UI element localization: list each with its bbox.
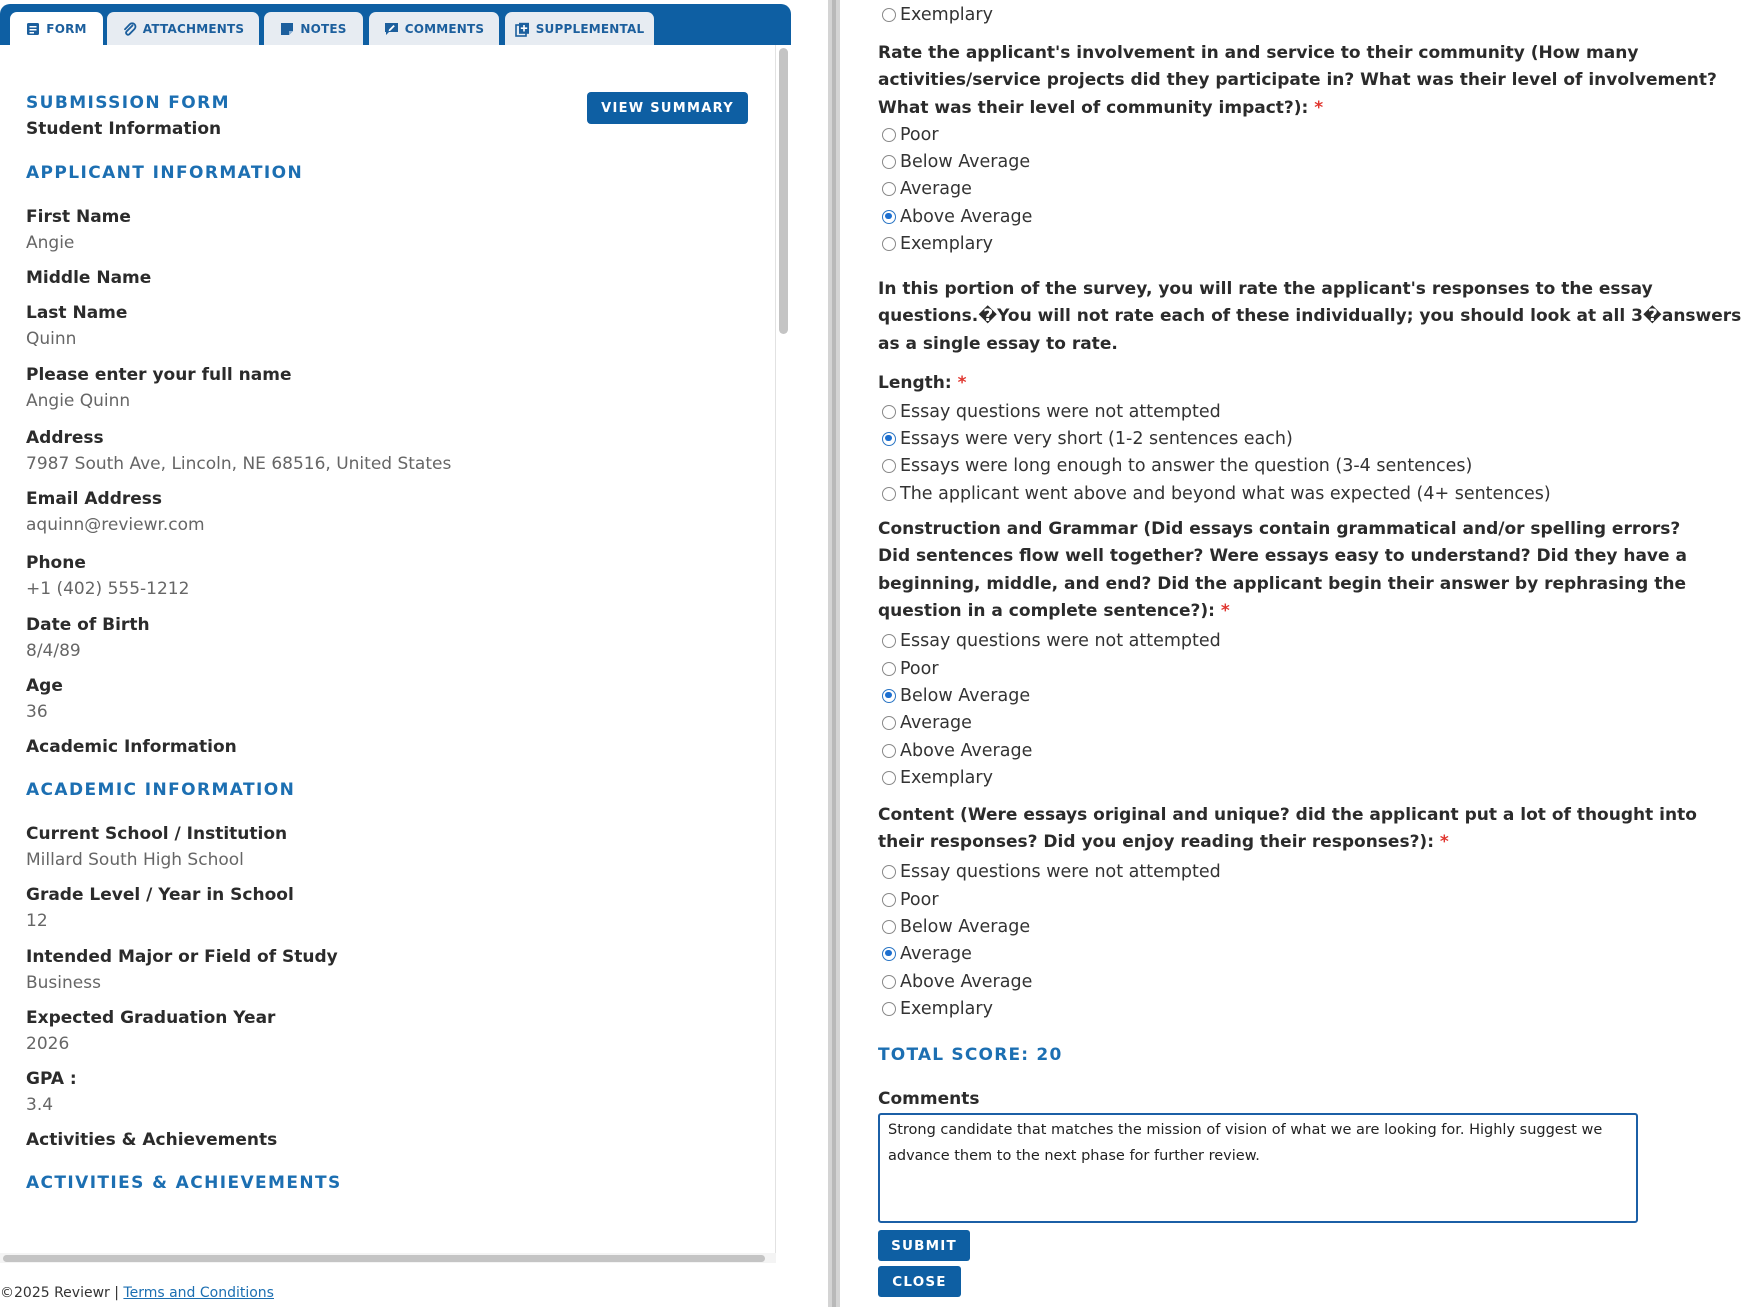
tab-label: ATTACHMENTS <box>142 22 245 36</box>
tab-form[interactable] <box>10 12 103 46</box>
radio-label: Essay questions were not attempted <box>900 861 1221 882</box>
radio-option[interactable] <box>882 913 1030 940</box>
paperclip-icon <box>122 22 137 37</box>
total-score: TOTAL SCORE: 20 <box>878 1045 1063 1065</box>
field-value-first-name: Angie <box>26 233 75 253</box>
radio-option[interactable] <box>882 886 939 913</box>
radio-option[interactable] <box>882 764 993 791</box>
field-value-current-school: Millard South High School <box>26 850 244 870</box>
horizontal-scrollbar[interactable] <box>0 1253 776 1263</box>
radio-label: Above Average <box>900 740 1033 761</box>
radio-option[interactable] <box>882 995 993 1022</box>
radio-label: Exemplary <box>900 767 993 788</box>
field-label-age: Age <box>26 676 63 696</box>
radio-label: Below Average <box>900 916 1031 937</box>
required-asterisk: * <box>1439 832 1449 853</box>
field-label-gpa: GPA : <box>26 1069 77 1089</box>
tab-comments[interactable] <box>369 12 499 46</box>
tab-bar <box>0 4 791 45</box>
academic-subheader: Academic Information <box>26 737 237 757</box>
essay-intro <box>878 276 1741 358</box>
field-label-address: Address <box>26 428 104 448</box>
tab-label: FORM <box>46 22 87 36</box>
radio-button[interactable] <box>882 716 896 730</box>
vertical-scrollbar[interactable] <box>776 45 791 1253</box>
radio-label: Above Average <box>900 206 1033 227</box>
field-label-grade-level: Grade Level / Year in School <box>26 885 294 905</box>
form-content <box>0 45 776 1253</box>
field-label-middle-name: Middle Name <box>26 268 152 288</box>
tab-label: SUPPLEMENTAL <box>535 22 645 36</box>
radio-option[interactable] <box>882 858 1221 885</box>
intro-line: In this portion of the survey, you will rate the applicant's responses to the essay <box>878 279 1653 299</box>
form-panel <box>0 0 793 1307</box>
radio-option[interactable] <box>882 480 1551 507</box>
radio-label: Exemplary <box>900 998 993 1019</box>
radio-option[interactable] <box>882 121 939 148</box>
close-button[interactable]: CLOSE <box>878 1266 961 1297</box>
radio-button[interactable] <box>882 8 896 22</box>
radio-button[interactable] <box>882 865 896 879</box>
radio-label: Average <box>900 943 972 964</box>
radio-label: Exemplary <box>900 233 993 254</box>
radio-label: Below Average <box>900 151 1031 172</box>
field-value-date-of-birth: 8/4/89 <box>26 641 81 661</box>
field-value-graduation-year: 2026 <box>26 1034 70 1054</box>
tab-notes[interactable] <box>264 12 363 46</box>
radio-label: Average <box>900 712 972 733</box>
radio-button[interactable] <box>882 744 896 758</box>
horizontal-scrollbar-thumb[interactable] <box>3 1255 765 1262</box>
radio-button[interactable] <box>882 920 896 934</box>
radio-button[interactable] <box>882 634 896 648</box>
form-title: SUBMISSION FORM <box>26 93 230 113</box>
view-summary-button[interactable]: VIEW SUMMARY <box>587 92 748 124</box>
radio-button[interactable] <box>882 1002 896 1016</box>
tab-supplemental[interactable] <box>505 12 654 46</box>
radio-label: Poor <box>900 889 939 910</box>
section-applicant-information: APPLICANT INFORMATION <box>26 163 304 183</box>
copyright-text: ©2025 Reviewr | <box>0 1285 124 1301</box>
radio-option[interactable] <box>882 398 1221 425</box>
radio-button[interactable] <box>882 155 896 169</box>
question-line: Construction and Grammar (Did essays contain grammatical and/or spelling errors? <box>878 519 1681 539</box>
radio-button[interactable] <box>882 893 896 907</box>
intro-line: questions.�You will not rate each of these individually; you should look at all 3�answers <box>878 306 1741 327</box>
radio-option[interactable] <box>882 452 1472 479</box>
review-panel <box>840 0 1741 1307</box>
radio-button-selected[interactable] <box>882 432 896 446</box>
field-value-full-name: Angie Quinn <box>26 391 131 411</box>
tab-label: NOTES <box>300 22 347 36</box>
radio-button[interactable] <box>882 182 896 196</box>
pane-divider[interactable] <box>828 0 840 1307</box>
radio-option[interactable] <box>882 230 993 257</box>
radio-option[interactable] <box>882 655 939 682</box>
radio-label: Exemplary <box>900 4 993 25</box>
footer <box>0 1285 274 1301</box>
radio-button[interactable] <box>882 405 896 419</box>
activities-subheader: Activities & Achievements <box>26 1130 278 1150</box>
comments-label: Comments <box>878 1089 980 1109</box>
tab-label: COMMENTS <box>404 22 485 36</box>
field-label-full-name: Please enter your full name <box>26 365 292 385</box>
comment-icon <box>384 22 399 37</box>
radio-button[interactable] <box>882 128 896 142</box>
radio-option[interactable] <box>882 175 972 202</box>
question-community <box>878 40 1717 122</box>
radio-option[interactable] <box>882 1 993 28</box>
field-value-intended-major: Business <box>26 973 101 993</box>
radio-label: Essays were very short (1-2 sentences each) <box>900 428 1293 449</box>
radio-button[interactable] <box>882 771 896 785</box>
question-line: beginning, middle, and end? Did the applicant begin their answer by rephrasing the <box>878 573 1687 594</box>
radio-label: Poor <box>900 124 939 145</box>
question-content <box>878 802 1697 857</box>
field-label-current-school: Current School / Institution <box>26 824 288 844</box>
question-line: Did sentences flow well together? Were essays easy to understand? Did they have a <box>878 546 1687 567</box>
radio-label: Essay questions were not attempted <box>900 630 1221 651</box>
divider-handle[interactable] <box>832 0 836 1307</box>
question-line: Content (Were essays original and unique? did the applicant put a lot of thought into <box>878 805 1697 825</box>
radio-option[interactable] <box>882 682 1030 709</box>
radio-option[interactable] <box>882 148 1030 175</box>
form-subtitle: Student Information <box>26 119 222 139</box>
field-value-gpa: 3.4 <box>26 1095 54 1115</box>
field-label-graduation-year: Expected Graduation Year <box>26 1008 276 1028</box>
radio-label: Essays were long enough to answer the question (3-4 sentences) <box>900 455 1473 476</box>
note-icon <box>280 22 294 36</box>
radio-option[interactable] <box>882 203 1032 230</box>
question-grammar <box>878 516 1687 625</box>
radio-option[interactable] <box>882 737 1032 764</box>
radio-option[interactable] <box>882 968 1032 995</box>
radio-label: Below Average <box>900 685 1031 706</box>
question-line: activities/service projects did they participate in? What was their level of involvement? <box>878 70 1717 91</box>
radio-button[interactable] <box>882 459 896 473</box>
radio-option[interactable] <box>882 425 1293 452</box>
question-line: question in a complete sentence?): <box>878 600 1221 621</box>
radio-button-selected[interactable] <box>882 210 896 224</box>
vertical-scrollbar-thumb[interactable] <box>779 48 788 334</box>
radio-label: Poor <box>900 658 939 679</box>
terms-link[interactable]: Terms and Conditions <box>123 1285 274 1301</box>
radio-button[interactable] <box>882 487 896 501</box>
radio-label: Essay questions were not attempted <box>900 401 1221 422</box>
field-value-email: aquinn@reviewr.com <box>26 515 205 535</box>
tab-attachments[interactable] <box>107 12 259 46</box>
question-length <box>878 370 1638 397</box>
radio-button[interactable] <box>882 237 896 251</box>
radio-label: The applicant went above and beyond what was expected (4+ sentences) <box>900 483 1551 504</box>
radio-button[interactable] <box>882 662 896 676</box>
question-line: Length: <box>878 373 958 393</box>
question-line: their responses? Did you enjoy reading their responses?): <box>878 832 1440 853</box>
field-label-last-name: Last Name <box>26 303 128 323</box>
field-label-phone: Phone <box>26 553 86 573</box>
field-label-intended-major: Intended Major or Field of Study <box>26 947 338 967</box>
submit-button[interactable]: SUBMIT <box>878 1230 970 1261</box>
field-label-email: Email Address <box>26 489 163 509</box>
question-line: What was their level of community impact?): <box>878 97 1315 118</box>
field-value-grade-level: 12 <box>26 911 48 931</box>
radio-option[interactable] <box>882 940 972 967</box>
radio-option[interactable] <box>882 709 972 736</box>
required-asterisk: * <box>957 373 967 393</box>
radio-button-selected[interactable] <box>882 947 896 961</box>
radio-option[interactable] <box>882 627 1221 654</box>
form-icon <box>26 22 40 36</box>
radio-button-selected[interactable] <box>882 689 896 703</box>
field-value-phone: +1 (402) 555-1212 <box>26 579 190 599</box>
question-line: Rate the applicant's involvement in and service to their community (How many <box>878 43 1639 63</box>
field-value-age: 36 <box>26 702 48 722</box>
field-value-address: 7987 South Ave, Lincoln, NE 68516, United States <box>26 454 452 474</box>
supplemental-icon <box>515 22 530 37</box>
comments-textarea[interactable] <box>878 1113 1638 1223</box>
field-label-first-name: First Name <box>26 207 131 227</box>
section-academic-information: ACADEMIC INFORMATION <box>26 780 296 800</box>
field-label-date-of-birth: Date of Birth <box>26 615 150 635</box>
required-asterisk: * <box>1314 97 1324 118</box>
section-activities-achievements: ACTIVITIES & ACHIEVEMENTS <box>26 1173 342 1193</box>
required-asterisk: * <box>1220 600 1230 621</box>
radio-label: Average <box>900 178 972 199</box>
intro-line: as a single essay to rate. <box>878 333 1118 354</box>
field-value-last-name: Quinn <box>26 329 77 349</box>
radio-label: Above Average <box>900 971 1033 992</box>
radio-button[interactable] <box>882 975 896 989</box>
